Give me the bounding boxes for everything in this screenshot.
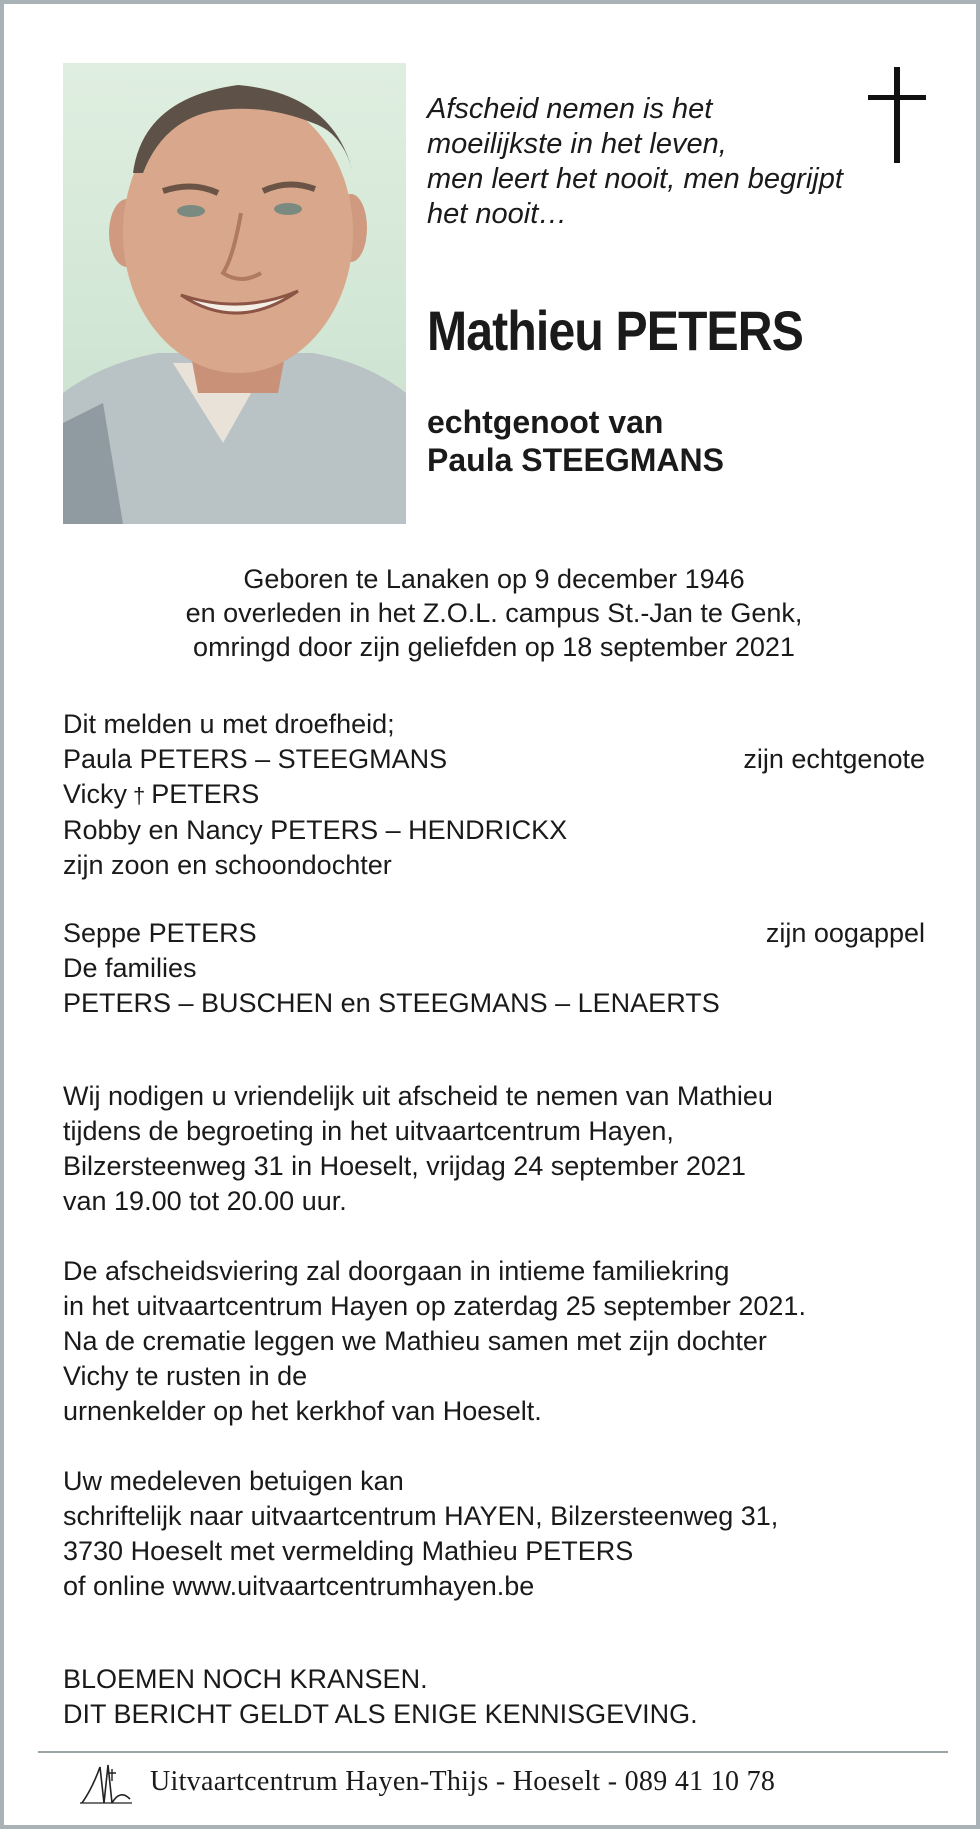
closing-line: BLOEMEN NOCH KRANSEN. [63, 1664, 428, 1694]
funeral-home-logo-icon [78, 1759, 134, 1805]
paragraph-line: Wij nodigen u vriendelijk uit afscheid te nemen van Mathieu [63, 1081, 773, 1111]
family-member-name: PETERS [151, 779, 260, 809]
spouse-info [427, 403, 724, 479]
birth-death-info [4, 562, 980, 664]
quote-line: men leert het nooit, men begrijpt [427, 163, 843, 195]
quote-line: moeilijkste in het leven, [427, 128, 727, 160]
birth-line: Geboren te Lanaken op 9 december 1946 [243, 564, 745, 594]
family-list [63, 707, 925, 883]
spouse-name: Paula STEEGMANS [427, 442, 724, 478]
paragraph-line: Vichy te rusten in de [63, 1361, 308, 1391]
deceased-name: Mathieu PETERS [427, 299, 803, 362]
family-row-daughter [63, 777, 925, 813]
quote-line: Afscheid nemen is het [427, 93, 713, 125]
paragraph-line: Na de crematie leggen we Mathieu samen met zijn dochter [63, 1326, 767, 1356]
family-intro: Dit melden u met droefheid; [63, 709, 395, 739]
family-member-role: zijn zoon en schoondochter [63, 850, 392, 880]
family-member-name: Vicky [63, 779, 128, 809]
condolence-website: of online www.uitvaartcentrumhayen.be [63, 1571, 535, 1601]
farewell-quote [427, 92, 887, 232]
paragraph-line: De afscheidsviering zal doorgaan in intieme familiekring [63, 1256, 730, 1286]
death-line: en overleden in het Z.O.L. campus St.-Jan te Genk, [185, 598, 803, 628]
closing-line: DIT BERICHT GELDT ALS ENIGE KENNISGEVING. [63, 1699, 698, 1729]
quote-line: het nooit… [427, 198, 568, 230]
family-list-extended [63, 916, 925, 1021]
family-member-name: Paula PETERS – STEEGMANS [63, 744, 448, 774]
paragraph-line: in het uitvaartcentrum Hayen op zaterdag 25 september 2021. [63, 1291, 806, 1321]
family-row-spouse [63, 742, 925, 777]
deceased-cross-icon: † [133, 783, 146, 808]
visitation-info [63, 1079, 925, 1219]
paragraph-line: Uw medeleven betuigen kan [63, 1466, 404, 1496]
paragraph-line: tijdens de begroeting in het uitvaartcentrum Hayen, [63, 1116, 674, 1146]
paragraph-line: van 19.00 tot 20.00 uur. [63, 1186, 347, 1216]
portrait-photo [63, 63, 406, 524]
paragraph-line: 3730 Hoeselt met vermelding Mathieu PETERS [63, 1536, 634, 1566]
families-names: PETERS – BUSCHEN en STEEGMANS – LENAERTS [63, 988, 720, 1018]
paragraph-line: Bilzersteenweg 31 in Hoeselt, vrijdag 24 september 2021 [63, 1151, 746, 1181]
spouse-relation: echtgenoot van [427, 404, 664, 440]
footer-divider [38, 1751, 948, 1753]
closing-notice [63, 1662, 925, 1732]
footer-text: Uitvaartcentrum Hayen-Thijs - Hoeselt - 089 41 10 78 [150, 1766, 776, 1797]
family-member-role: zijn echtgenote [743, 744, 925, 774]
families-label: De families [63, 953, 197, 983]
family-member-name: Seppe PETERS [63, 918, 257, 948]
paragraph-line: schriftelijk naar uitvaartcentrum HAYEN, Bilzersteenweg 31, [63, 1501, 779, 1531]
condolence-info [63, 1464, 925, 1604]
death-date-line: omringd door zijn geliefden op 18 september 2021 [193, 632, 795, 662]
ceremony-info [63, 1254, 925, 1429]
paragraph-line: urnenkelder op het kerkhof van Hoeselt. [63, 1396, 542, 1426]
family-member-role: zijn oogappel [765, 918, 925, 948]
family-row-grandchild [63, 916, 925, 951]
family-row-son: Robby en Nancy PETERS – HENDRICKX [63, 815, 568, 845]
footer [78, 1757, 775, 1807]
